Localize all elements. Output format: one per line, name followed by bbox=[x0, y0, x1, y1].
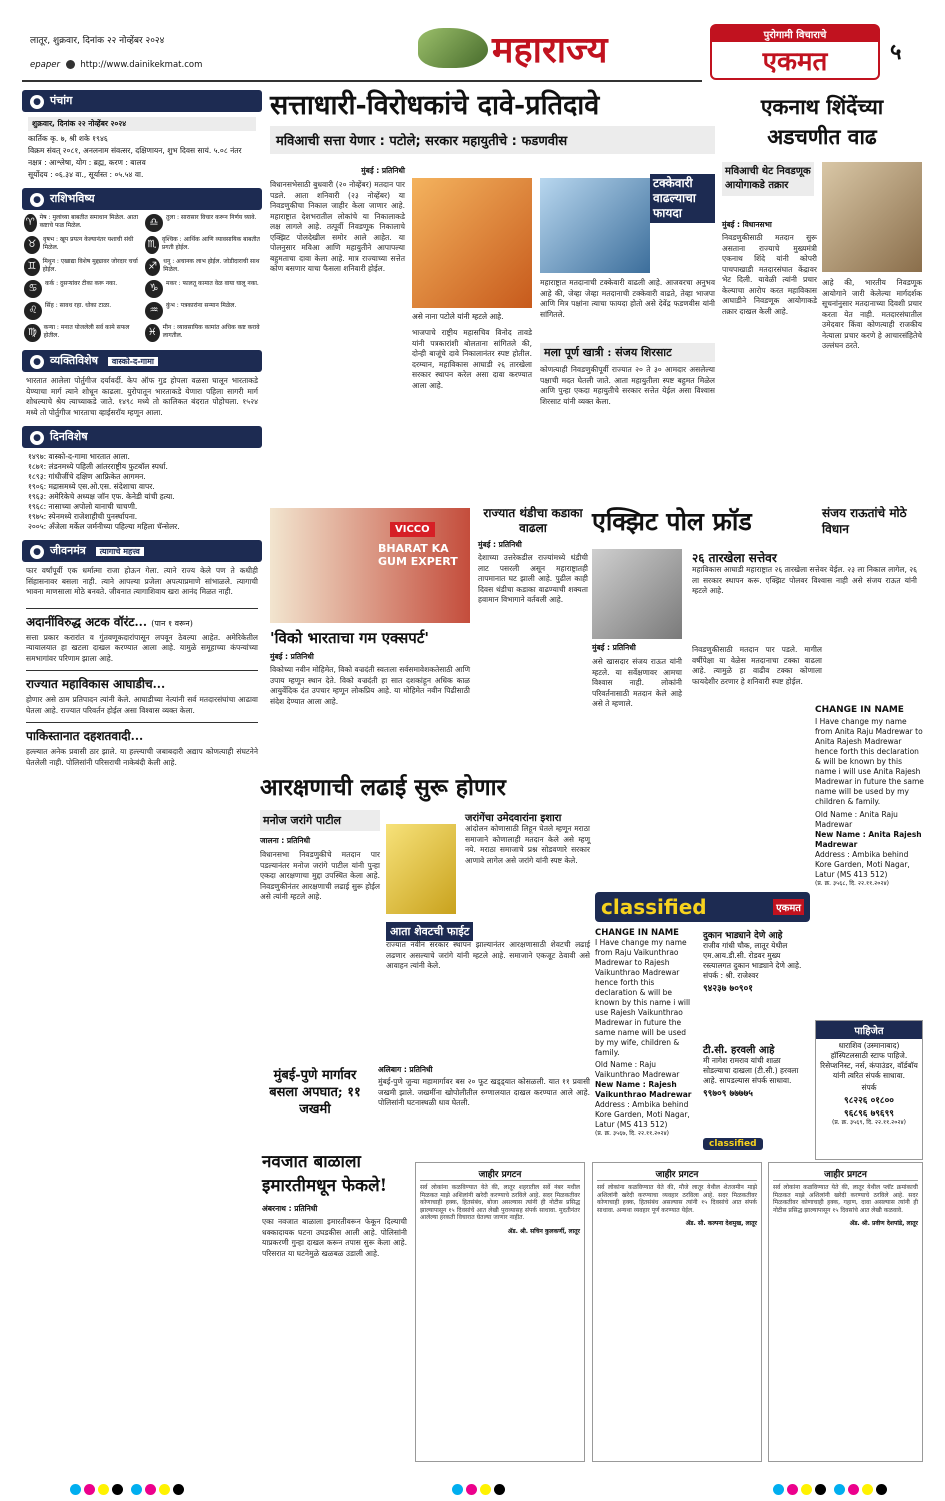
bullet-icon: ● bbox=[30, 193, 44, 207]
rashi-item: ♎ तुला : सारासार विचार करून निर्णय घ्यावे. bbox=[145, 214, 260, 232]
old-name: Old Name : Anita Raju Madrewar bbox=[815, 810, 898, 829]
reservation-dateline: जालना : प्रतिनिधी bbox=[260, 836, 311, 845]
reservation-side-title: मनोज जरांगे पाटील bbox=[260, 810, 380, 831]
vyaktivishesh-subtitle: वास्को-द-गामा bbox=[108, 357, 158, 366]
classified-footer: classified bbox=[703, 1138, 763, 1150]
fight-title: आता शेवटची फाईट bbox=[386, 922, 473, 941]
color-marks-left bbox=[70, 1480, 187, 1494]
politician-photo bbox=[412, 178, 532, 308]
brand-block bbox=[710, 24, 880, 80]
change-name-notice bbox=[595, 928, 695, 1138]
shinde-dateline: मुंबई : विधानसभा bbox=[722, 220, 772, 229]
jeevanmantra-header: ● जीवनमंत्र त्यागाचे महत्त्व bbox=[22, 540, 262, 562]
sagittarius-icon: ♐ bbox=[145, 258, 160, 276]
pahije-phone: ९८२२६ ०१८०० bbox=[844, 1096, 894, 1106]
rashi-item: ♉ वृषभ : खूप प्रयत्न केल्यानंतर यशाची संधी मिळेल. bbox=[24, 236, 139, 254]
change-body: I Have change my name from Raju Vaikunthrao Madrewar to Rajesh Vaikunthrao Madrewar hence forth this declaration & will be known by this name i will use Rajesh Vaikunthrao Madrewar in future the same name will be used by my wife, children & family. bbox=[595, 938, 691, 1057]
vicco-slogan: BHARAT KA GUM EXPERT bbox=[378, 542, 458, 568]
fadnavis-photo bbox=[540, 178, 650, 273]
brand-logo: एकमत bbox=[762, 47, 828, 77]
list-item: १८७१: लंडनमध्ये पहिली आंतरराष्ट्रीय फुटबॉल स्पर्धा. bbox=[28, 462, 168, 471]
rashi-item: ♏ वृश्चिक : आर्थिक आणि व्यावसायिक बाबतीत प्रगती होईल. bbox=[145, 236, 260, 254]
newborn-dateline: अंबरनाथ : प्रतिनिधी bbox=[262, 1204, 318, 1213]
jarange-photo bbox=[386, 824, 456, 914]
rashi-item: ♐ धनु : अचानक लाभ होईल. जोडीदाराची साथ मिळेल. bbox=[145, 258, 260, 276]
name-change-body: I Have change my name from Anita Raju Madrewar to Anita Rajesh Madrewar hence forth this declaration & will be known by this name i will use Anita Rajesh Madrewar in future the same name will be used by my children & family. bbox=[815, 717, 924, 806]
vyaktivishesh-body: भारतात आलेला पोर्तुगीज दर्यावर्दी. केप ऑफ गुड होपला वळसा घालून भारताकडे येण्याचा मार्ग त्याने शोधून काढला. युरोपातून भारताकडे येणारा पहिला सागरी मार्ग शोधल्याचे श्रेय त्याच्याकडे जाते. १४९८ मध्ये तो कालिकत बंदरात पोहोचला. १५२४ मध्ये तो पोर्तुगीज भारताचा व्हाईसरॉय म्हणून आला. bbox=[26, 376, 258, 417]
turnout-body: महाराष्ट्रात मतदानाची टक्केवारी वाढली आहे. आजवरचा अनुभव आहे की, जेव्हा जेव्हा मतदानाची टक्केवारी वाढते, तेव्हा भाजपा आणि मित्र पक्षांना त्याचा फायदा होतो असे देवेंद्र फडणवीस यांनी सांगितले. bbox=[540, 278, 715, 319]
weather-body: देशाच्या उत्तरेकडील राज्यांमध्ये थंडीची लाट पसरली असून महाराष्ट्रातही तापमानात घट झाली आहे. पुढील काही दिवस थंडीचा कडाका वाढण्याची शक्यता हवामान विभागाने वर्तवली आहे. bbox=[478, 553, 588, 604]
old-name: Old Name : Raju Vaikunthrao Madrewar bbox=[595, 1060, 680, 1079]
public-notice bbox=[415, 1162, 585, 1462]
news-body: हल्ल्यात अनेक प्रवासी ठार झाले. या हल्ल्याची जबाबदारी अद्याप कोणत्याही संघटनेने घेतलेली नाही. पोलिसांनी परिसराची नाकेबंदी केली आहे. bbox=[26, 747, 258, 767]
notice-title: जाहीर प्रगटन bbox=[773, 1167, 918, 1181]
panchang-line: विक्रम संवत् २०८१, अनलनाम संवत्सर, दक्षिणायन, शुभ दिवस सायं. ५.०८ नंतर bbox=[28, 146, 242, 155]
notice-title: जाहीर प्रगटन bbox=[420, 1167, 580, 1181]
weather-dateline: मुंबई : प्रतिनिधी bbox=[478, 540, 522, 549]
cancer-icon: ♋ bbox=[24, 280, 42, 298]
vicco-headline: 'विको भारताचा गम एक्सपर्ट' bbox=[270, 629, 429, 647]
dinvishesh-list bbox=[22, 452, 262, 532]
exit-poll-dateline: मुंबई : प्रतिनिधी bbox=[592, 643, 636, 652]
accident-body: मुंबई-पुणे जुन्या महामार्गावर बस २० फूट खड्ड्यात कोसळली. यात ११ प्रवासी जखमी झाले. जखमींना खोपोलीतील रुग्णालयात दाखल करण्यात आले आहे. पोलिसांनी घटनास्थळी धाव घेतली. bbox=[378, 1077, 590, 1107]
photo-caption: असे नाना पटोले यांनी म्हटले आहे. bbox=[412, 312, 504, 321]
left-news bbox=[22, 608, 262, 769]
weather-story bbox=[478, 506, 588, 761]
panchang-line: कार्तिक कृ. ७, श्री शके १९४६ bbox=[28, 134, 108, 143]
notice-title: जाहीर प्रगटन bbox=[597, 1167, 757, 1181]
jeevanmantra-body: फार वर्षांपूर्वी एक धर्मात्मा राजा होऊन गेला. त्याने राज्य केले पण ते कधीही सिंहासनावर बसला नाही. त्याने आपल्या प्रजेला अपत्याप्रमाणे सांभाळले. त्यागाची भावना माणसाला मोठे बनवते. जीवनात त्यागाशिवाय खरा आनंद मिळत नाही. bbox=[26, 566, 258, 596]
fight-body: राज्यात नवीन सरकार स्थापन झाल्यानंतर आरक्षणासाठी शेवटची लढाई लढणार असल्याचे जरांगे यांनी म्हटले आहे. समाजाने एकजूट ठेवावी असे आवाहन त्यांनी केले. bbox=[386, 940, 590, 970]
bullet-icon: ● bbox=[30, 431, 44, 445]
panchang-box bbox=[22, 115, 262, 182]
weather-headline: राज्यात थंडीचा कडाका वाढला bbox=[483, 506, 583, 535]
tc-phone: ९९७०९ ७७७७५ bbox=[703, 1089, 753, 1099]
panchang-line: सूर्योदय : ०६.३४ वा., सूर्यास्त : ०५.५४ वा. bbox=[28, 170, 144, 179]
pahije-body: धाराशिव (उस्मानाबाद) हॉस्पिटलसाठी स्टाफ पाहिजे. रिसेप्शनिस्ट, नर्स, कंपाउंडर, वॉर्डबॉय यांनी त्वरित संपर्क साधावा. bbox=[820, 1041, 918, 1080]
section-title: महाराज्य bbox=[492, 29, 608, 71]
color-marks-right bbox=[773, 1480, 890, 1494]
reservation-story bbox=[260, 772, 590, 1092]
bullet-icon: ● bbox=[30, 545, 44, 559]
list-item: १९७५: स्पेनमध्ये राजेशाहीची पुनर्स्थापना. bbox=[28, 512, 138, 521]
list-item: १४९७: वास्को-द-गामा भारतात आला. bbox=[28, 452, 130, 461]
change-title: CHANGE IN NAME bbox=[595, 928, 679, 938]
reservation-headline: आरक्षणाची लढाई सुरू होणार bbox=[260, 774, 506, 801]
lead-story bbox=[270, 88, 715, 498]
exit-poll-date-title: २६ तारखेला सत्तेवर bbox=[692, 551, 777, 565]
bullet-icon: ● bbox=[30, 355, 44, 369]
vicco-dateline: मुंबई : प्रतिनिधी bbox=[270, 652, 314, 661]
jeevanmantra-subtitle: त्यागाचे महत्त्व bbox=[96, 547, 144, 556]
panchang-line: नक्षत्र : आश्लेषा, योग : ब्रह्म, करण : बालव bbox=[28, 158, 146, 167]
lead-dateline: मुंबई : प्रतिनिधी bbox=[361, 166, 405, 175]
vyaktivishesh-header: ● व्यक्तिविशेष वास्को-द-गामा bbox=[22, 350, 262, 372]
masthead-rule bbox=[22, 80, 702, 82]
globe-icon bbox=[66, 60, 75, 69]
shop-title: दुकान भाड्याने देणे आहे bbox=[703, 931, 783, 941]
lead-col3: भाजपाचे राष्ट्रीय महासचिव विनोद तावडे यांनी पत्रकारांशी बोलताना सांगितले की, दोन्ही बाजूंचे दावे निकालानंतर स्पष्ट होतील. दरम्यान, महाविकास आघाडी २६ तारखेला सरकार स्थापन करेल असा दावा करण्यात आला आहे. bbox=[412, 328, 532, 390]
news-title: राज्यात महाविकास आघाडीच... bbox=[26, 670, 258, 692]
public-notice bbox=[592, 1162, 762, 1462]
shinde-headline: एकनाथ शिंदेंच्या अडचणीत वाढ bbox=[760, 94, 884, 149]
news-body: होणार असे ठाम प्रतिपादन त्यांनी केले. आघाडीच्या नेत्यांनी सर्व मतदारसंघांचा आढावा घेतला आहे. राज्यात परिवर्तन होईल असा विश्वास व्यक्त केला. bbox=[26, 695, 258, 715]
shinde-photo bbox=[822, 162, 922, 272]
name-change-right bbox=[815, 705, 925, 925]
virgo-icon: ♍ bbox=[24, 324, 41, 342]
lead-body: विधानसभेसाठी बुधवारी (२० नोव्हेंबर) मतदान पार पडले. आता शनिवारी (२३ नोव्हेंबर) या निवडणुकीचा निकाल जाहीर केला जाणार आहे. महाराष्ट्रात देशभरातील लोकांचे या निकालाकडे लक्ष लागले आहे. तत्पूर्वी निवडणूक निकालाचे एक्झिट पोलदेखील समोर आले आहेत. या पोलनुसार मविआ आणि महायुतीने आपापल्या बहुमताचा दावा केला आहे. मात्र राज्याच्या सत्तेत कोण बसणार याचा फैसला शनिवारी होईल. bbox=[270, 180, 405, 273]
shinde-body: निवडणुकीसाठी मतदान सुरू असताना राज्याचे मुख्यमंत्री एकनाथ शिंदे यांनी कोपरी पाचपाखाडी मतदारसंघात केंद्रावर भेट दिली. यावेळी त्यांनी प्रचार केल्याचा आरोप करत महाविकास आघाडीने निवडणूक आयोगाकडे तक्रार दाखल केली आहे. bbox=[722, 233, 817, 316]
shinde-subhead: मविआची थेट निवडणूक आयोगाकडे तक्रार bbox=[722, 162, 814, 196]
accident-headline: मुंबई-पुणे मार्गावर बसला अपघात; ११ जखमी bbox=[269, 1068, 361, 1117]
tc-body: मी नागेश रामराव यांची शाळा सोडल्याचा दाखला (टी.सी.) हरवला आहे. सापडल्यास संपर्क साधावा. bbox=[703, 1056, 799, 1085]
raut-photo bbox=[592, 549, 682, 639]
capricorn-icon: ♑ bbox=[145, 280, 163, 298]
panchang-date: शुक्रवार, दिनांक २२ नोव्हेंबर २०२४ bbox=[28, 117, 256, 131]
exit-poll-headline: एक्झिट पोल फ्रॉड bbox=[592, 507, 752, 536]
panchang-header: ● पंचांग bbox=[22, 90, 262, 112]
sirsat-title: मला पूर्ण खात्री : संजय शिरसाट bbox=[540, 343, 715, 362]
rashi-item: ♈ मेष : मुलांच्या बाबतीत समाधान मिळेल. आता कष्टाचे फळ मिळेल. bbox=[24, 214, 139, 232]
name-change-title: CHANGE IN NAME bbox=[815, 705, 904, 715]
classified-brand: एकमत bbox=[773, 899, 804, 915]
epaper-label: epaper bbox=[30, 60, 60, 70]
list-item: १८९३: गांधीजींचे दक्षिण आफ्रिकेत आगमन. bbox=[28, 472, 146, 481]
classified-block bbox=[595, 892, 810, 1157]
exit-poll-side-title: संजय राऊतांचे मोठे विधान bbox=[822, 506, 907, 536]
newborn-body: एका नवजात बाळाला इमारतीवरून फेकून दिल्याची धक्कादायक घटना उघडकीस आली आहे. पोलिसांनी याप्रकरणी गुन्हा दाखल करून तपास सुरू केला आहे. परिसरात या घटनेमुळे खळबळ उडाली आहे. bbox=[262, 1217, 407, 1258]
pahije-title: पाहिजेत bbox=[816, 1021, 922, 1039]
turnout-title: टक्केवारी वाढल्याचा फायदा bbox=[650, 174, 715, 223]
rashi-header: ● राशिभविष्य bbox=[22, 188, 262, 210]
pahije-phone: ९६८९६ ७९६९९ bbox=[844, 1109, 894, 1119]
rashi-item: ♒ कुंभ : पत्रकारांना सन्मान मिळेल. bbox=[145, 302, 260, 320]
map-emblem bbox=[418, 28, 488, 68]
bullet-icon: ● bbox=[30, 95, 44, 109]
new-name: New Name : Rajesh Vaikunthrao Madrewar bbox=[595, 1080, 692, 1099]
warning-body: आंदोलन कोणासाठी लिहून घेतले म्हणून मराठा समाजाने कोणालाही मतदान केले असे म्हणू नये. मराठा समाजाचे प्रश्न सोडवणारे सरकार आणावे लागेल असे जरांगे यांनी स्पष्ट केले. bbox=[465, 824, 590, 865]
tagline: पुरोगामी विचाराचे bbox=[712, 26, 878, 42]
address: Address : Ambika behind Kore Garden, Moti Nagar, Latur (MS 413 512) bbox=[815, 850, 910, 879]
pisces-icon: ♓ bbox=[145, 324, 160, 342]
shop-body: राजीव गांधी चौक, लातूर येथील एम.आय.डी.सी. रोडवर मुख्य रस्त्यालगत दुकान भाड्याने देणे आहे. संपर्क : श्री. राजेश्वर bbox=[703, 941, 802, 980]
pahije-box bbox=[815, 1020, 923, 1160]
warning-title: जरांगेंचा उमेदवारांना इशारा bbox=[465, 813, 562, 824]
newborn-story bbox=[262, 1150, 407, 1440]
reservation-body: विधानसभा निवडणुकीचे मतदान पार पडल्यानंतर मनोज जरांगे पाटील यांनी पुन्हा एकदा आरक्षणाचा मुद्दा उपस्थित केला आहे. निवडणुकीनंतर आरक्षणाची लढाई सुरू होईल असे त्यांनी म्हटले आहे. bbox=[260, 850, 380, 901]
vicco-body: विकोच्या नवीन मोहिमेत, विको वज्रदंती स्वतःला सर्वसमावेशकतेसाठी आणि उपाय म्हणून स्थान देते. विको वज्रदंती हा सात दशकांहून अधिक काळ आयुर्वेदिक दंत उपचार म्हणून लोकप्रिय आहे. या मोहिमेत नवीन पिढीसाठी संदेश देण्यात आला आहे. bbox=[270, 665, 470, 706]
masthead bbox=[0, 0, 945, 92]
notice-ref: (प्र. क्र. ३५६७, दि. २२.११.२०२४) bbox=[595, 1130, 669, 1137]
shinde-body2: आहे की, भारतीय निवडणूक आयोगाने जारी केलेल्या मार्गदर्शक सूचनांनुसार मतदानाच्या दिवशी प्रचार करता येत नाही. मतदारसंघातील उमेदवार किंवा कोणत्याही राजकीय नेत्याला प्रचार करणे हे आचारसंहितेचे उल्लंघन ठरते. bbox=[822, 278, 922, 350]
list-item: १९०६: मद्रासमध्ये एस.ओ.एस. संदेशाचा वापर. bbox=[28, 482, 155, 491]
aries-icon: ♈ bbox=[24, 214, 37, 232]
news-title: पाकिस्तानात दहशतवादी... bbox=[26, 722, 258, 744]
notice-body: सर्व लोकांना कळविण्यात येते की, लातूर येथील प्लॉट क्रमांकाची मिळकत माझे अशिलांनी खरेदी करण्याचे ठरविले आहे. सदर मिळकतीवर कोणाचाही हक्क, गहाण, दावा असल्यास त्यांनी ही नोटीस प्रसिद्ध झाल्यापासून १५ दिवसांचे आत लेखी कळवावे. bbox=[773, 1184, 918, 1214]
epaper-line bbox=[30, 60, 202, 70]
taurus-icon: ♉ bbox=[24, 236, 40, 254]
shop-notice bbox=[703, 928, 810, 994]
new-name: New Name : Anita Rajesh Madrewar bbox=[815, 830, 922, 849]
shinde-col1 bbox=[722, 220, 817, 317]
tc-title: टी.सी. हरवली आहे bbox=[703, 1045, 775, 1056]
shinde-story bbox=[722, 92, 922, 502]
lead-col1 bbox=[270, 166, 405, 275]
notice-body: सर्व लोकांना कळविण्यात येते की, लातूर शहरातील सर्वे नंबर मधील मिळकत माझे अशिलांनी खरेदी करण्याचे ठरविले आहे. सदर मिळकतीवर कोणाचाही हक्क, हितसंबंध, बोजा असल्यास त्यांनी ही नोटीस प्रसिद्ध झाल्यापासून १५ दिवसांचे आत लेखी पुराव्यासह संपर्क साधावा. मुदतीनंतर आलेल्या हरकती विचारात घेतल्या जाणार नाहीत. bbox=[420, 1184, 580, 1221]
tc-notice bbox=[703, 1042, 810, 1099]
rashi-item: ♑ मकर : फालतू कामात वेळ वाया घालू नका. bbox=[145, 280, 260, 298]
rashi-item: ♍ कन्या : मनात योजलेली सर्व कामे सफल होतील. bbox=[24, 324, 139, 342]
libra-icon: ♎ bbox=[145, 214, 163, 232]
news-title: अदानींविरुद्ध अटक वॉरंट... (पान १ वरून) bbox=[26, 608, 258, 630]
notice-ref: (प्र. क्र. ३५६८, दि. २२.११.२०२४) bbox=[815, 880, 889, 887]
leo-icon: ♌ bbox=[24, 302, 42, 320]
lead-subhead: मविआची सत्ता येणार : पटोले; सरकार महायुतीचे : फडणवीस bbox=[270, 126, 715, 154]
aquarius-icon: ♒ bbox=[145, 302, 163, 320]
notice-sign: ॲड. सौ. कल्पना देशमुख, लातूर bbox=[685, 1220, 757, 1227]
list-item: १९६३: अमेरिकेचे अध्यक्ष जॉन एफ. केनेडी यांची हत्या. bbox=[28, 492, 175, 501]
sirsat-body: कोणत्याही निवडणुकीपूर्वी राज्यात २० ते ३० आमदार असलेल्या पक्षाची मदत घेतली जाते. आता महायुतीला स्पष्ट बहुमत मिळेल आणि पुन्हा एकदा महायुतीचे सरकार सत्तेत येईल असा विश्वास शिरसाट यांनी व्यक्त केला. bbox=[540, 365, 715, 406]
notice-sign: ॲड. श्री. प्रवीण देशपांडे, लातूर bbox=[849, 1220, 918, 1227]
sirsat-box bbox=[540, 343, 715, 407]
notice-sign: ॲड. श्री. सचिन कुलकर्णी, लातूर bbox=[507, 1227, 580, 1235]
public-notice bbox=[768, 1162, 923, 1462]
pahije-contact-label: संपर्क bbox=[861, 1083, 877, 1092]
lead-headline: सत्ताधारी-विरोधकांचे दावे-प्रतिदावे bbox=[270, 90, 600, 121]
dinvishesh-header: ● दिनविशेष bbox=[22, 426, 262, 448]
list-item: २००५: अँजेला मर्केल जर्मनीच्या पहिल्या महिला चॅन्सेलर. bbox=[28, 522, 180, 531]
classified-banner: classified एकमत bbox=[595, 892, 810, 922]
turnout-box bbox=[650, 174, 715, 223]
shop-phone: ९४२३७ ७०९०१ bbox=[703, 984, 753, 994]
print-color-bar bbox=[70, 1480, 890, 1494]
rashi-item: ♌ सिंह : सावध रहा. धोका टाळा. bbox=[24, 302, 139, 320]
gemini-icon: ♊ bbox=[24, 258, 40, 276]
vicco-brand: VICCO bbox=[390, 522, 435, 537]
notice-body: सर्व लोकांना कळविण्यात येते की, मौजे लातूर येथील शेतजमीन माझे अशिलांनी खरेदी करण्याचा व्यवहार ठरविला आहे. सदर मिळकतीवर कोणाचाही हक्क, हितसंबंध असल्यास त्यांनी १५ दिवसांचे आत संपर्क साधावा. अन्यथा व्यवहार पूर्ण करण्यात येईल. bbox=[597, 1184, 757, 1214]
accident-dateline: अलिबाग : प्रतिनिधी bbox=[378, 1065, 433, 1074]
rashi-item: ♓ मीन : व्यावसायिक कामांत अधिक कष्ट करावे लागतील. bbox=[145, 324, 260, 342]
news-body: सत्ता प्रकार करारांत व गुंतवणूकदारांपासून लपवून ठेवल्या आहेत. अमेरिकेतील न्यायालयात हा खटला दाखल करण्यात आला आहे. यामुळे समूहाच्या कंपन्यांच्या समभागांवर परिणाम झाला आहे. bbox=[26, 632, 258, 663]
page-number: ५ bbox=[890, 40, 902, 65]
exit-poll-body3: निवडणुकीसाठी मतदान पार पडले. मागील वर्षीपेक्षा या वेळेस मतदानाचा टक्का वाढला आहे. त्यामुळे हा वाढीव टक्का कोणाला फायदेशीर ठरणार हे शनिवारी स्पष्ट होईल. bbox=[692, 645, 822, 686]
pahije-ref: (प्र. क्र. ३५६९, दि. २२.११.२०२४) bbox=[832, 1119, 906, 1126]
vicco-ad bbox=[270, 508, 470, 623]
rashi-item: ♋ कर्क : दुसऱ्यांवर टीका करू नका. bbox=[24, 280, 139, 298]
exit-poll-body: महाविकास आघाडी महाराष्ट्रात २६ तारखेला सत्तेवर येईल. २३ ला निकाल लागेल, २६ ला सरकार स्थापन करू. एक्झिट पोलवर विश्वास नाही असे संजय राऊत यांनी म्हटले आहे. bbox=[692, 565, 918, 595]
accident-story bbox=[260, 1063, 590, 1148]
newborn-headline: नवजात बाळाला इमारतीमधून फेकले! bbox=[262, 1152, 388, 1196]
epaper-url[interactable]: http://www.dainikekmat.com bbox=[80, 60, 203, 70]
address: Address : Ambika behind Kore Garden, Moti Nagar, Latur (MS 413 512) bbox=[595, 1100, 690, 1129]
left-column bbox=[22, 90, 262, 1470]
color-marks-center bbox=[452, 1480, 508, 1494]
dateline: लातूर, शुक्रवार, दिनांक २२ नोव्हेंबर २०२४ bbox=[30, 36, 165, 46]
scorpio-icon: ♏ bbox=[145, 236, 159, 254]
rashi-grid bbox=[22, 214, 262, 342]
rashi-item: ♊ मिथुन : एखाद्या विशेष मुद्द्यावर जोरदार चर्चा होईल. bbox=[24, 258, 139, 276]
list-item: १९६८: नासाच्या अपोलो यानाची चाचणी. bbox=[28, 502, 138, 511]
exit-poll-body2: असे खासदार संजय राऊत यांनी म्हटले. या सर्वेक्षणावर आमचा विश्वास नाही. लोकांनी परिवर्तनासाठी मतदान केले आहे असे ते म्हणाले. bbox=[592, 657, 682, 708]
